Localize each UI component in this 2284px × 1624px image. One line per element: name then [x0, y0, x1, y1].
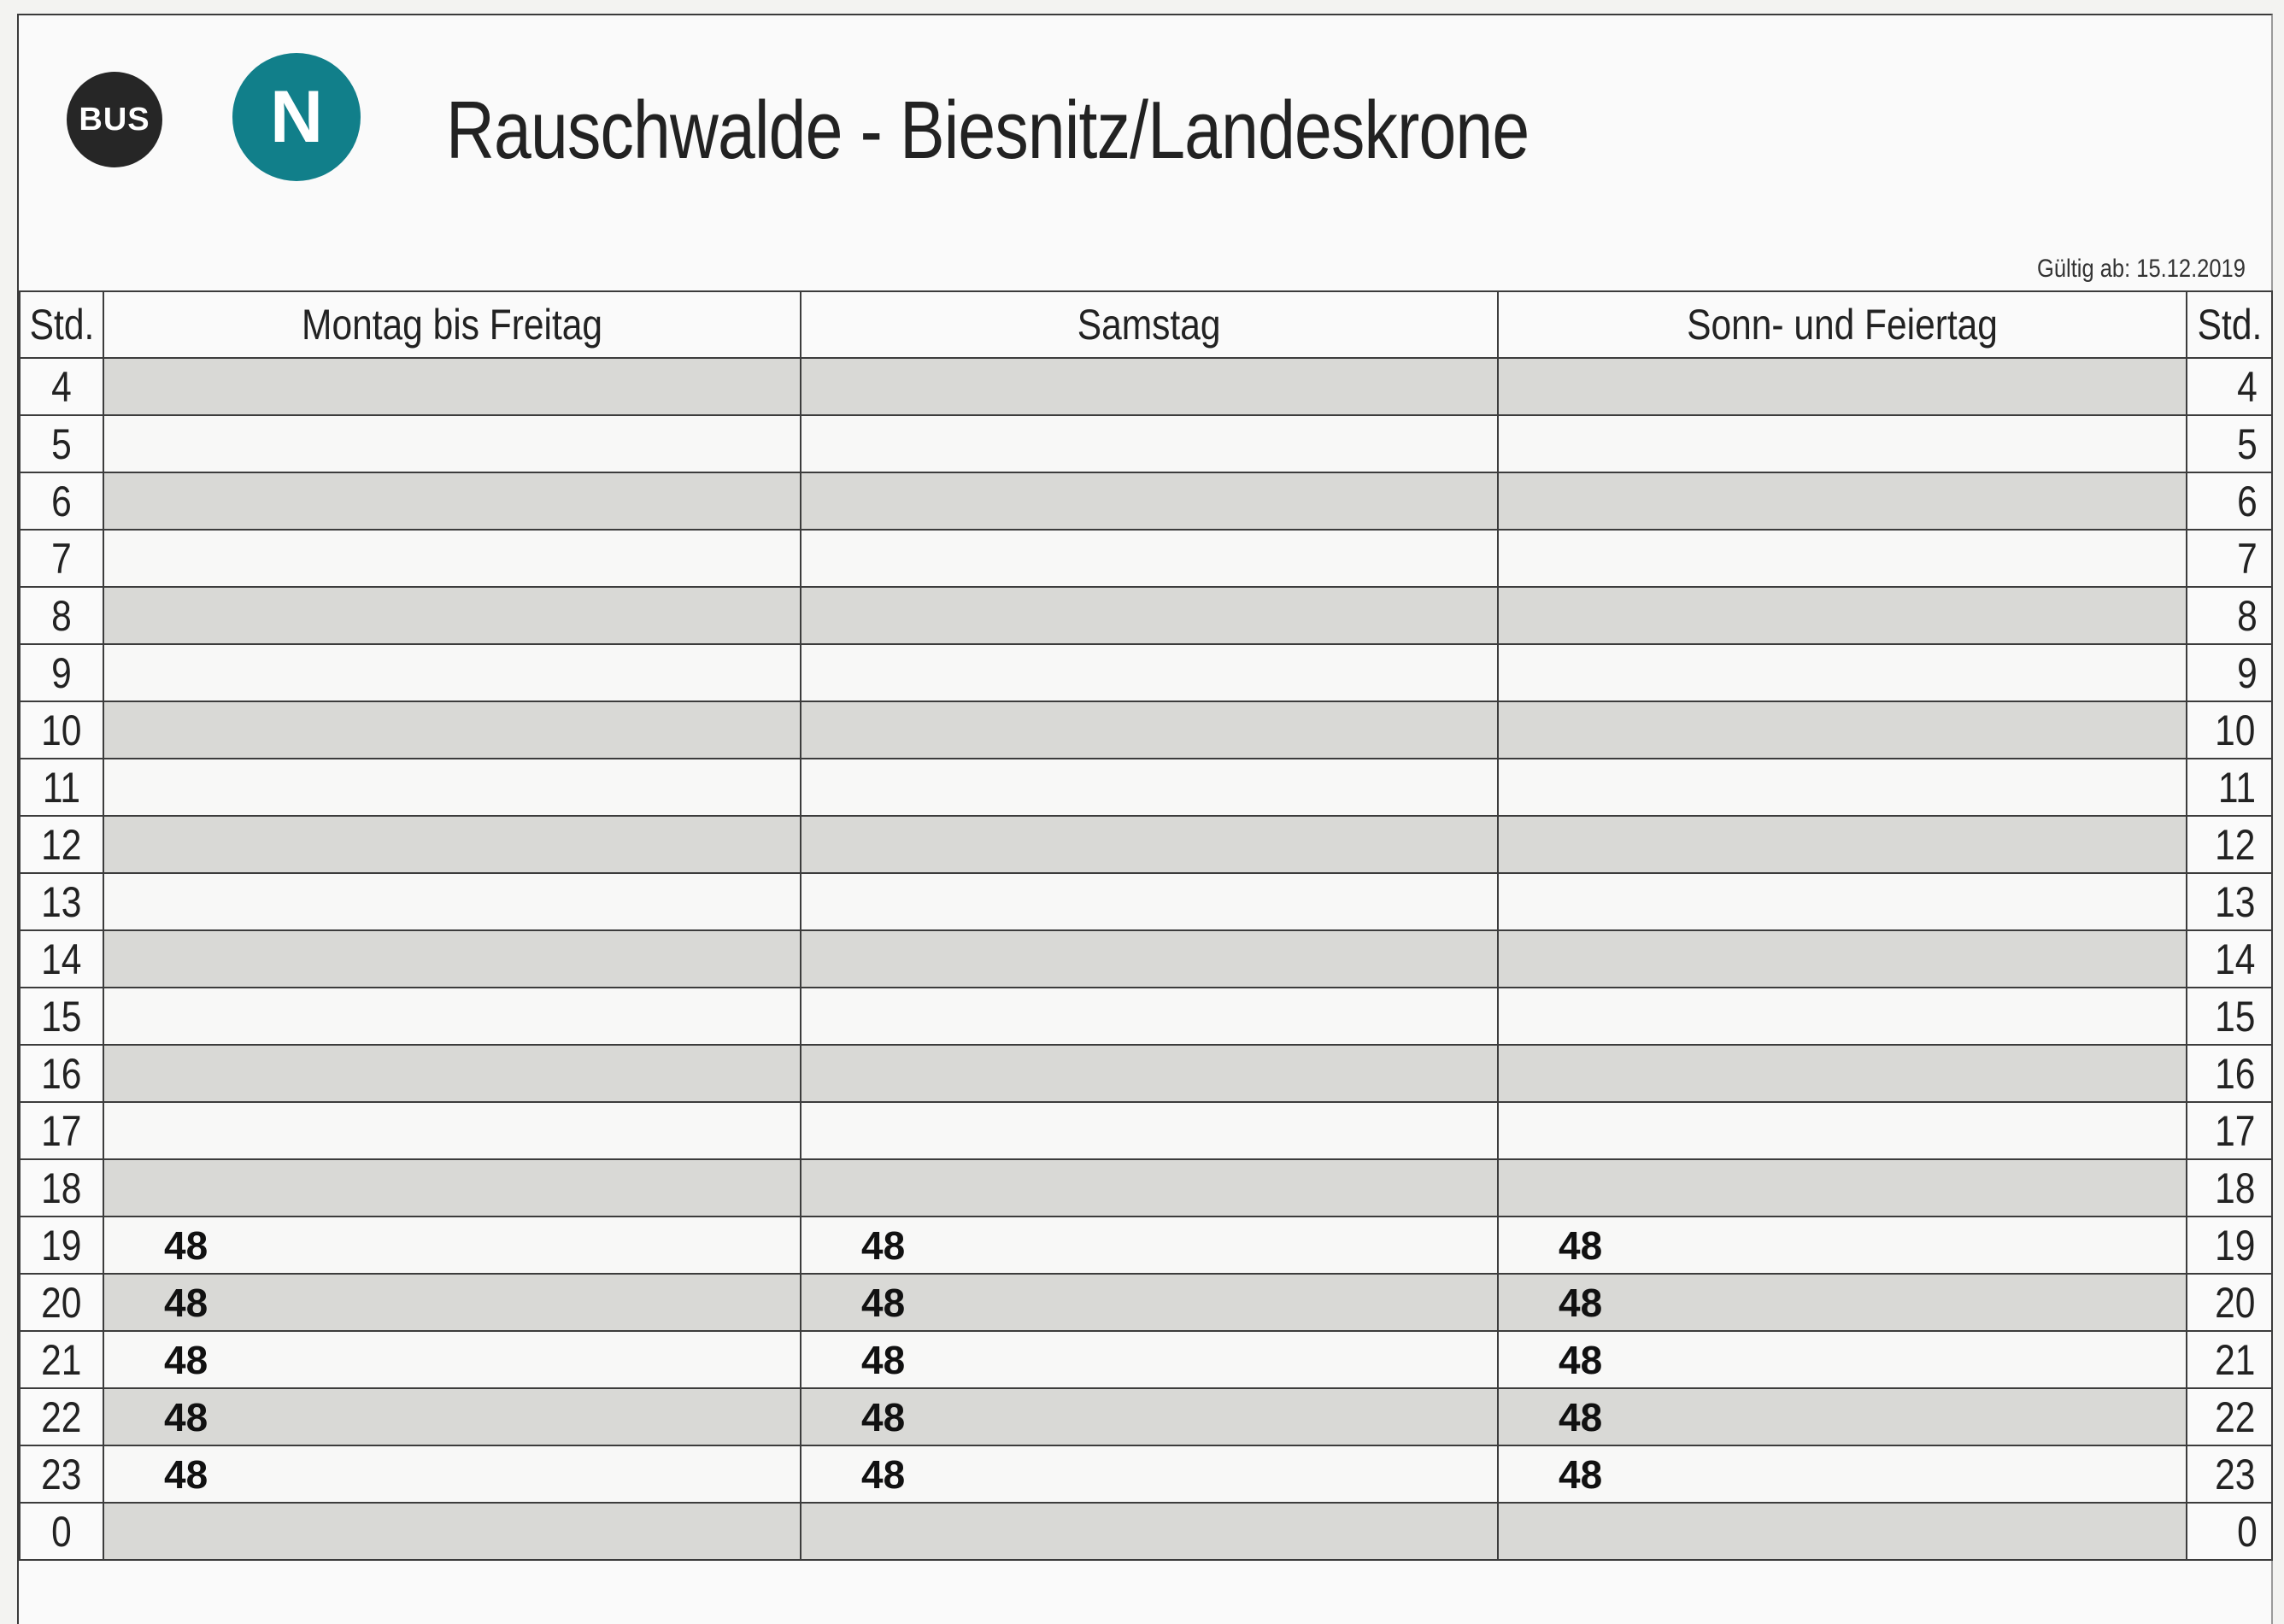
timetable-row	[20, 415, 2272, 472]
timetable-row	[20, 1388, 2272, 1445]
sunday-minutes-cell: 48	[1498, 1331, 2187, 1388]
timetable-row	[20, 1217, 2272, 1274]
hour-cell-right: 21	[2187, 1331, 2272, 1388]
sunday-minutes-cell: 48	[1498, 1217, 2187, 1274]
hour-cell-left: 6	[20, 472, 103, 530]
sunday-minutes-cell	[1498, 930, 2187, 988]
hour-cell-right: 5	[2187, 415, 2272, 472]
hour-column-header-left: Std.	[20, 291, 103, 358]
hour-cell-left: 11	[20, 759, 103, 816]
weekday-minutes-cell	[103, 1045, 801, 1102]
sunday-minutes-cell	[1498, 701, 2187, 759]
weekday-minutes-cell	[103, 930, 801, 988]
weekday-minutes-cell: 48	[103, 1217, 801, 1274]
saturday-minutes-cell	[801, 1102, 1498, 1159]
sunday-minutes-cell	[1498, 587, 2187, 644]
weekday-minutes-cell	[103, 816, 801, 873]
timetable-row	[20, 1331, 2272, 1388]
saturday-minutes-cell	[801, 358, 1498, 415]
sunday-minutes-cell	[1498, 530, 2187, 587]
bus-badge-icon	[67, 72, 162, 167]
weekday-minutes-cell	[103, 530, 801, 587]
line-number: N	[269, 75, 324, 158]
sunday-minutes-cell	[1498, 816, 2187, 873]
hour-cell-right: 12	[2187, 816, 2272, 873]
timetable-row	[20, 988, 2272, 1045]
valid-from-date: Gültig ab: 15.12.2019	[2037, 255, 2246, 283]
weekday-minutes-cell	[103, 759, 801, 816]
line-badge	[232, 53, 361, 181]
weekday-minutes-cell	[103, 472, 801, 530]
saturday-minutes-cell	[801, 415, 1498, 472]
sunday-column-header: Sonn- und Feiertag	[1498, 291, 2187, 358]
hour-cell-left: 0	[20, 1503, 103, 1560]
sunday-minutes-cell	[1498, 873, 2187, 930]
hour-cell-right: 11	[2187, 759, 2272, 816]
hour-cell-left: 7	[20, 530, 103, 587]
timetable-row	[20, 472, 2272, 530]
timetable-row	[20, 1445, 2272, 1503]
hour-cell-right: 19	[2187, 1217, 2272, 1274]
hour-column-header-right: Std.	[2187, 291, 2272, 358]
weekday-minutes-cell: 48	[103, 1445, 801, 1503]
sunday-minutes-cell	[1498, 472, 2187, 530]
timetable-row	[20, 1102, 2272, 1159]
timetable-row	[20, 587, 2272, 644]
timetable-row	[20, 873, 2272, 930]
weekday-minutes-cell: 48	[103, 1274, 801, 1331]
timetable-row	[20, 1503, 2272, 1560]
hour-cell-left: 8	[20, 587, 103, 644]
hour-cell-left: 4	[20, 358, 103, 415]
hour-cell-right: 9	[2187, 644, 2272, 701]
timetable-row	[20, 1159, 2272, 1217]
hour-cell-right: 18	[2187, 1159, 2272, 1217]
saturday-minutes-cell	[801, 988, 1498, 1045]
hour-cell-right: 0	[2187, 1503, 2272, 1560]
weekday-minutes-cell	[103, 988, 801, 1045]
hour-cell-right: 7	[2187, 530, 2272, 587]
weekday-column-header: Montag bis Freitag	[103, 291, 801, 358]
timetable-row	[20, 759, 2272, 816]
saturday-minutes-cell: 48	[801, 1217, 1498, 1274]
saturday-minutes-cell: 48	[801, 1331, 1498, 1388]
sunday-minutes-cell	[1498, 415, 2187, 472]
hour-cell-right: 6	[2187, 472, 2272, 530]
timetable-row	[20, 1274, 2272, 1331]
hour-cell-right: 15	[2187, 988, 2272, 1045]
hour-cell-left: 21	[20, 1331, 103, 1388]
hour-cell-left: 23	[20, 1445, 103, 1503]
weekday-minutes-cell: 48	[103, 1331, 801, 1388]
sunday-minutes-cell: 48	[1498, 1445, 2187, 1503]
hour-cell-left: 16	[20, 1045, 103, 1102]
sunday-minutes-cell	[1498, 1159, 2187, 1217]
saturday-minutes-cell	[801, 873, 1498, 930]
sunday-minutes-cell	[1498, 1045, 2187, 1102]
hour-cell-right: 23	[2187, 1445, 2272, 1503]
weekday-minutes-cell	[103, 358, 801, 415]
weekday-minutes-cell	[103, 1503, 801, 1560]
timetable-header	[19, 15, 2271, 283]
weekday-minutes-cell	[103, 587, 801, 644]
hour-cell-right: 10	[2187, 701, 2272, 759]
saturday-minutes-cell	[801, 1045, 1498, 1102]
hour-cell-left: 9	[20, 644, 103, 701]
hour-cell-right: 17	[2187, 1102, 2272, 1159]
saturday-minutes-cell	[801, 472, 1498, 530]
hour-cell-right: 8	[2187, 587, 2272, 644]
route-title: Rauschwalde - Biesnitz/Landeskrone	[446, 85, 1530, 176]
hour-cell-left: 15	[20, 988, 103, 1045]
sunday-minutes-cell	[1498, 358, 2187, 415]
hour-cell-left: 22	[20, 1388, 103, 1445]
hour-cell-left: 14	[20, 930, 103, 988]
bus-badge-label: BUS	[79, 101, 150, 138]
sunday-minutes-cell	[1498, 644, 2187, 701]
hour-cell-left: 18	[20, 1159, 103, 1217]
timetable-row	[20, 701, 2272, 759]
saturday-minutes-cell	[801, 1503, 1498, 1560]
sunday-minutes-cell	[1498, 1503, 2187, 1560]
timetable-row	[20, 358, 2272, 415]
timetable-sheet	[17, 14, 2273, 1624]
column-header-row	[20, 291, 2272, 358]
saturday-minutes-cell	[801, 530, 1498, 587]
hour-cell-right: 16	[2187, 1045, 2272, 1102]
sunday-minutes-cell: 48	[1498, 1388, 2187, 1445]
saturday-minutes-cell	[801, 759, 1498, 816]
hour-cell-left: 20	[20, 1274, 103, 1331]
timetable-row	[20, 530, 2272, 587]
saturday-minutes-cell: 48	[801, 1445, 1498, 1503]
saturday-minutes-cell	[801, 587, 1498, 644]
hour-cell-left: 19	[20, 1217, 103, 1274]
timetable-row	[20, 816, 2272, 873]
weekday-minutes-cell: 48	[103, 1388, 801, 1445]
weekday-minutes-cell	[103, 873, 801, 930]
saturday-column-header: Samstag	[801, 291, 1498, 358]
weekday-minutes-cell	[103, 701, 801, 759]
weekday-minutes-cell	[103, 1102, 801, 1159]
sunday-minutes-cell	[1498, 1102, 2187, 1159]
weekday-minutes-cell	[103, 1159, 801, 1217]
weekday-minutes-cell	[103, 644, 801, 701]
saturday-minutes-cell: 48	[801, 1388, 1498, 1445]
sunday-minutes-cell	[1498, 759, 2187, 816]
weekday-minutes-cell	[103, 415, 801, 472]
hour-cell-right: 13	[2187, 873, 2272, 930]
hour-cell-right: 14	[2187, 930, 2272, 988]
saturday-minutes-cell	[801, 1159, 1498, 1217]
hour-cell-left: 5	[20, 415, 103, 472]
hour-cell-left: 12	[20, 816, 103, 873]
timetable-row	[20, 1045, 2272, 1102]
hour-cell-right: 20	[2187, 1274, 2272, 1331]
sunday-minutes-cell	[1498, 988, 2187, 1045]
saturday-minutes-cell	[801, 816, 1498, 873]
timetable-grid	[19, 290, 2273, 1561]
saturday-minutes-cell	[801, 644, 1498, 701]
saturday-minutes-cell: 48	[801, 1274, 1498, 1331]
hour-cell-left: 17	[20, 1102, 103, 1159]
timetable-row	[20, 644, 2272, 701]
hour-cell-right: 4	[2187, 358, 2272, 415]
hour-cell-right: 22	[2187, 1388, 2272, 1445]
timetable-row	[20, 930, 2272, 988]
sunday-minutes-cell: 48	[1498, 1274, 2187, 1331]
saturday-minutes-cell	[801, 930, 1498, 988]
hour-cell-left: 10	[20, 701, 103, 759]
hour-cell-left: 13	[20, 873, 103, 930]
saturday-minutes-cell	[801, 701, 1498, 759]
